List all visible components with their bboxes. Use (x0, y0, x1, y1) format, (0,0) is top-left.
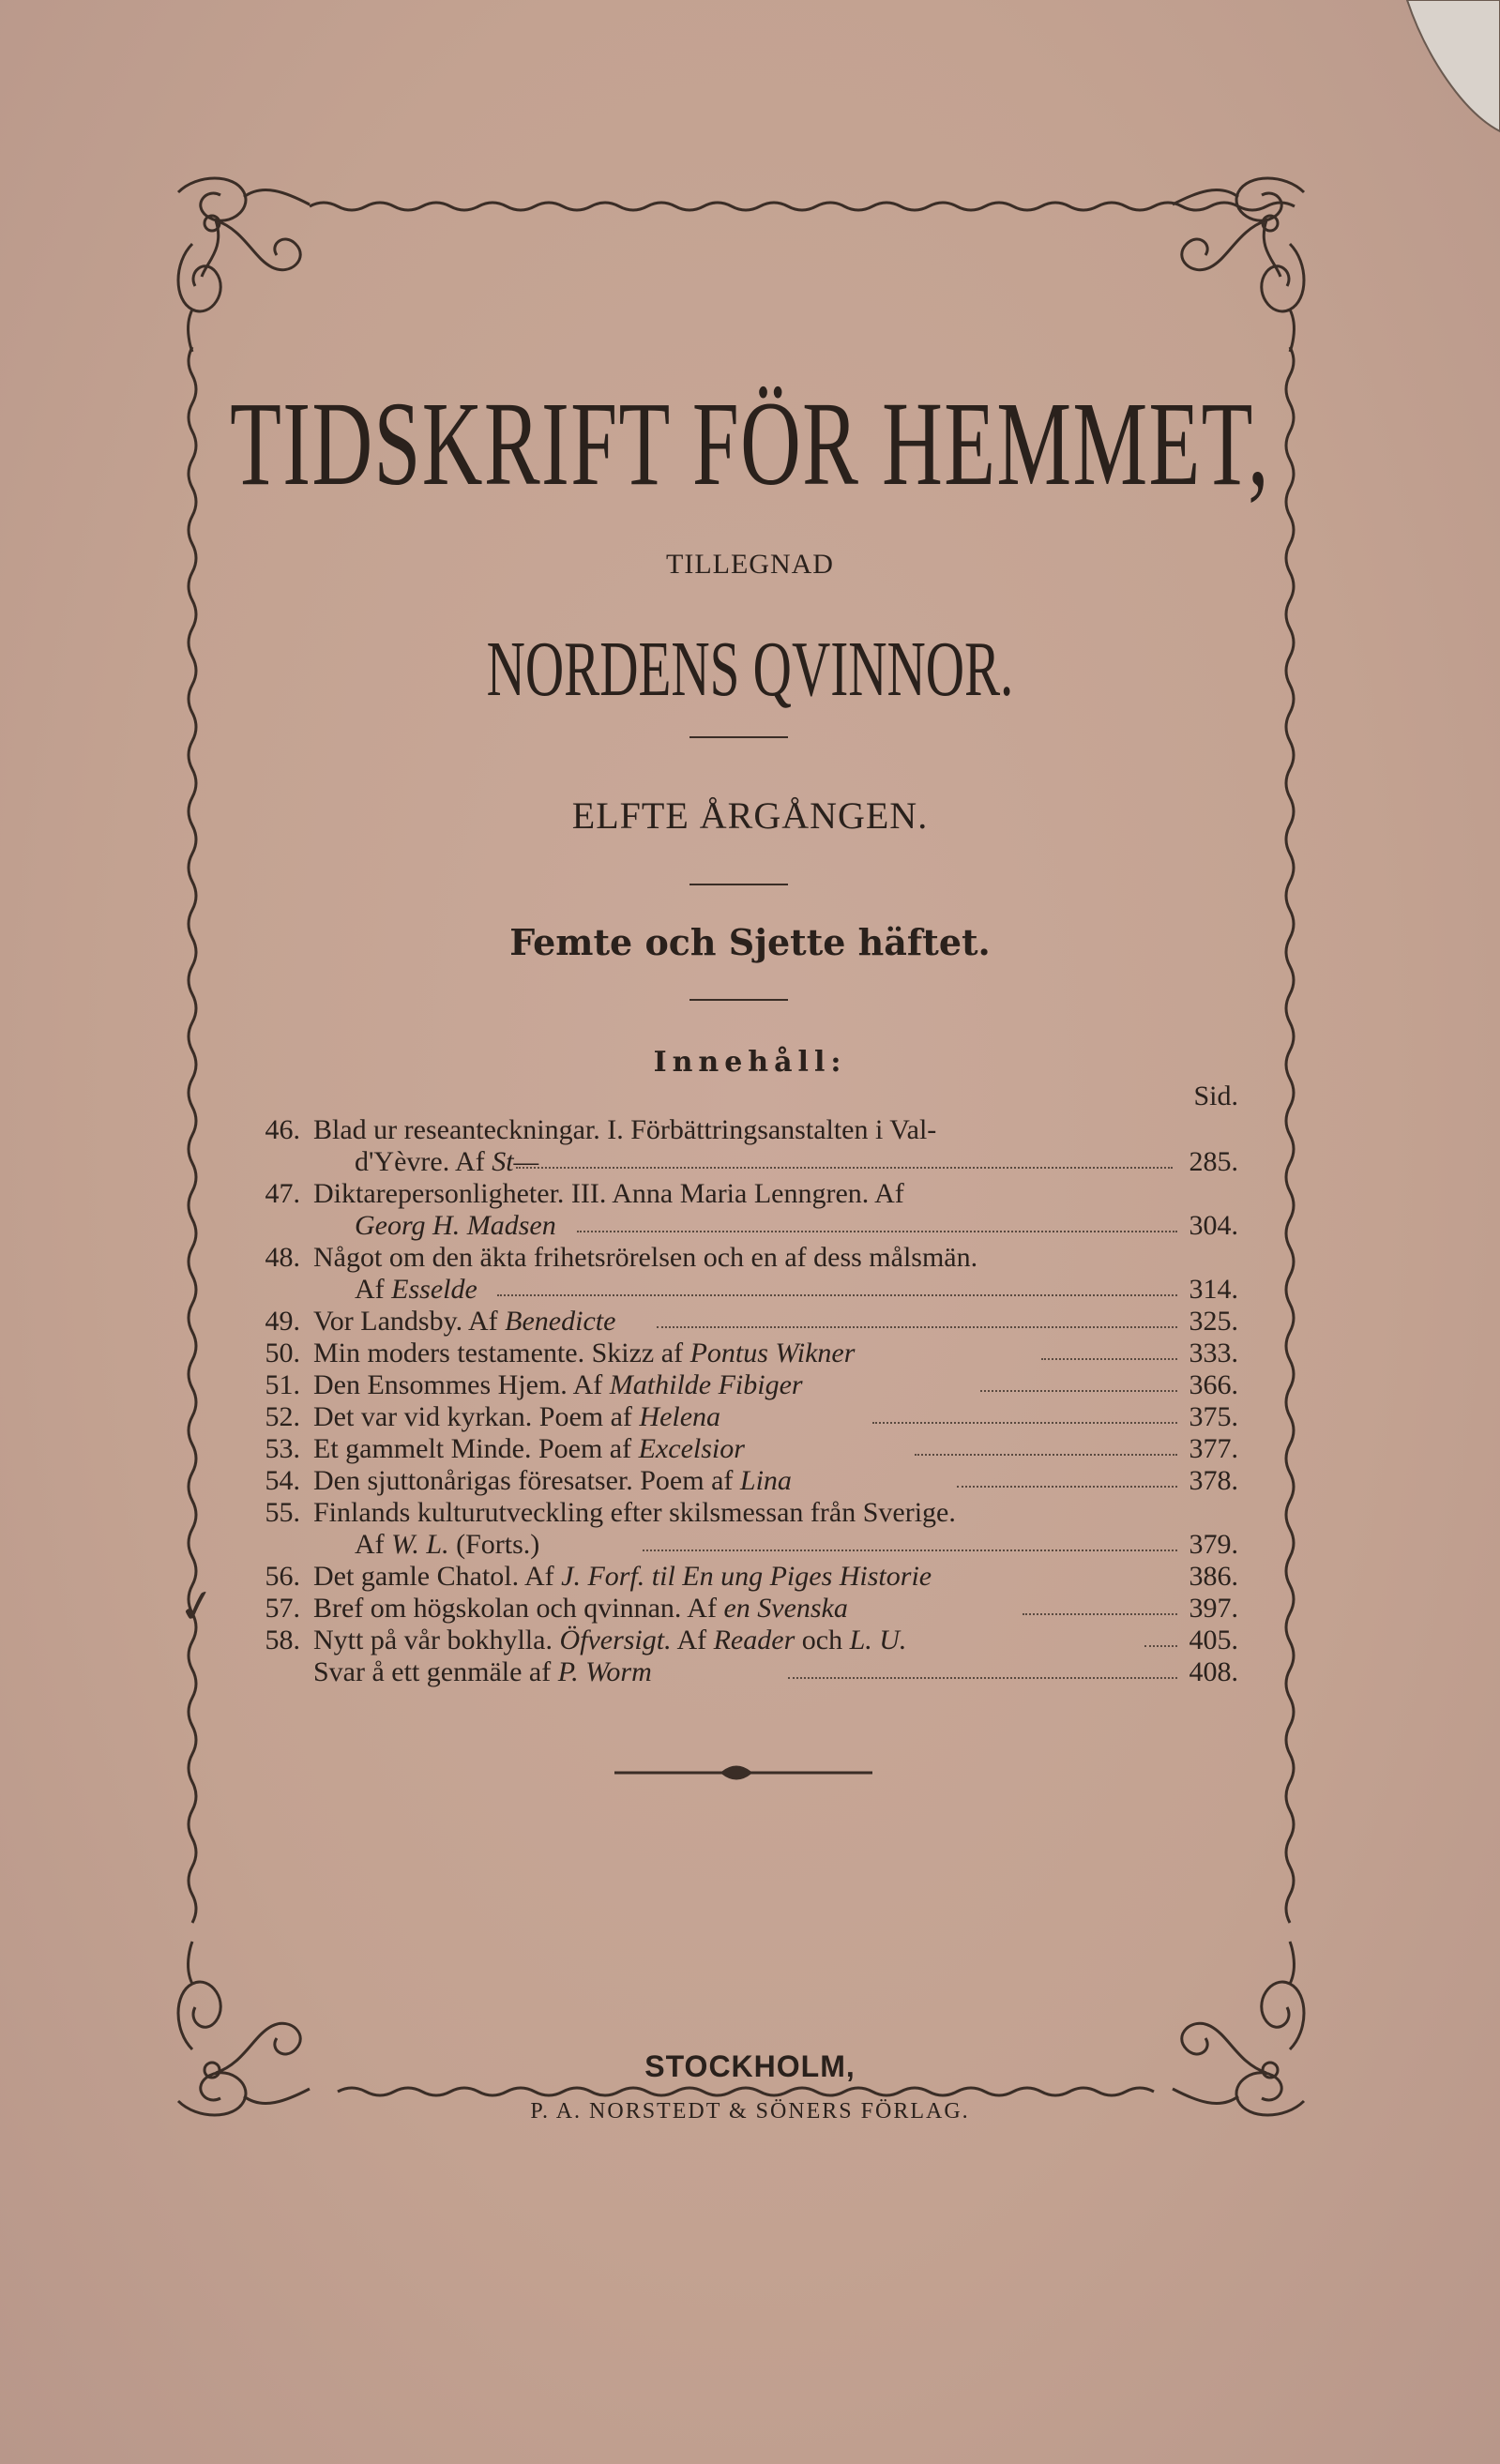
page-number: 405. (1189, 1625, 1238, 1655)
page-number: 366. (1189, 1369, 1238, 1400)
toc-entry-continuation: Af Esselde 314. (355, 1274, 1238, 1305)
divider-rule (689, 736, 788, 738)
page-number: 408. (1189, 1656, 1238, 1687)
table-of-contents (216, 1079, 1248, 1688)
bottom-border-line (338, 2088, 1154, 2095)
journal-title: TIDSKRIFT FÖR HEMMET, (230, 377, 1270, 510)
toc-entry: 48. Något om den äkta frihetsrörelsen och en af dess målsmän. (265, 1242, 978, 1273)
contents-heading: Innehåll: (653, 1046, 847, 1079)
right-border-line (1286, 347, 1294, 1923)
page-column-label: Sid. (1193, 1081, 1238, 1111)
toc-entry: 46. Blad ur reseanteckningar. I. Förbättringsanstalten i Val- (265, 1114, 937, 1145)
volume-label: ELFTE ÅRGÅNGEN. (571, 794, 929, 837)
page-number: 386. (1189, 1561, 1238, 1592)
toc-entry: 58. Nytt på vår bokhylla. Öfversigt. Af Reader och L. U. 405. (265, 1625, 1238, 1655)
toc-entry: 50. Min moders testamente. Skizz af Pontus Wikner 333. (265, 1338, 1238, 1368)
page-number: 304. (1189, 1210, 1238, 1241)
toc-entry: 54. Den sjuttonårigas föresatser. Poem af Lina 378. (265, 1465, 1238, 1496)
corner-flourish-bottom-left (178, 1942, 310, 2115)
page-number: 314. (1189, 1274, 1238, 1305)
dedication-label: TILLEGNAD (666, 549, 834, 580)
toc-entry-continuation: Georg H. Madsen 304. (355, 1210, 1238, 1241)
divider-rule (689, 999, 788, 1001)
toc-entry-continuation: d'Yèvre. Af St— 285. (355, 1146, 1238, 1177)
divider-rule (689, 884, 788, 885)
page-number: 379. (1189, 1529, 1238, 1560)
toc-entry: 56. Det gamle Chatol. Af J. Forf. til En ung Piges Historie 386. (265, 1561, 1238, 1592)
corner-fold (1407, 0, 1500, 131)
page-number: 397. (1189, 1593, 1238, 1624)
toc-entry: 47. Diktarepersonligheter. III. Anna Maria Lenngren. Af (265, 1178, 904, 1209)
toc-entry: 51. Den Ensommes Hjem. Af Mathilde Fibiger 366. (265, 1369, 1238, 1400)
toc-entry: 52. Det var vid kyrkan. Poem af Helena 375. (265, 1401, 1238, 1432)
toc-entry: 53. Et gammelt Minde. Poem af Excelsior 377. (265, 1433, 1238, 1464)
page-number: 285. (1189, 1146, 1238, 1177)
page-number: 377. (1189, 1433, 1238, 1464)
page-number: 378. (1189, 1465, 1238, 1496)
toc-entry: Svar å ett genmäle af P. Worm 408. (313, 1656, 1238, 1687)
toc-entry-continuation: Af W. L. (Forts.) 379. (355, 1529, 1238, 1560)
top-border-line (310, 203, 1295, 210)
page-number: 375. (1189, 1401, 1238, 1432)
page-number: 325. (1189, 1306, 1238, 1337)
corner-flourish-bottom-right (1173, 1942, 1304, 2115)
corner-flourish-top-left (178, 178, 310, 352)
toc-entry: 49. Vor Landsby. Af Benedicte 325. (265, 1306, 1238, 1337)
publication-city: STOCKHOLM, (644, 2049, 856, 2083)
page-number: 333. (1189, 1338, 1238, 1368)
divider-ornament (614, 1767, 872, 1778)
handwritten-check-mark: ✓ (174, 1577, 220, 1637)
left-border-line (189, 347, 196, 1923)
toc-entry: 57. Bref om högskolan och qvinnan. Af en Svenska 397. (265, 1593, 1238, 1624)
publisher-name: P. A. NORSTEDT & SÖNERS FÖRLAG. (530, 2099, 970, 2124)
issue-label: Femte och Sjette häftet. (509, 921, 991, 963)
audience-title: NORDENS QVINNOR. (486, 626, 1014, 713)
toc-entry: 55. Finlands kulturutveckling efter skilsmessan från Sverige. (265, 1497, 956, 1528)
